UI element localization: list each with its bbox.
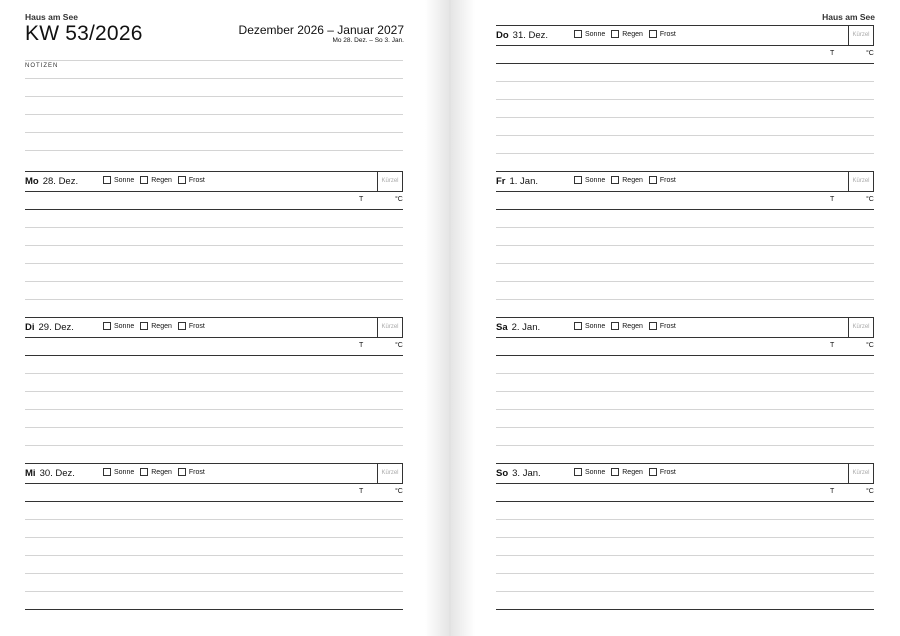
- unit-label: °C: [395, 196, 403, 203]
- day-mid-rule: [496, 191, 874, 192]
- writing-line: [496, 245, 874, 246]
- writing-line: [496, 537, 874, 538]
- day-abbr: Mo: [25, 176, 39, 187]
- day-top-rule: [25, 171, 403, 172]
- checkbox-icon: [649, 322, 657, 330]
- month-range: Dezember 2026 – Januar 2027: [238, 23, 404, 37]
- day-top-rule: [496, 463, 874, 464]
- weather-frost-checkbox[interactable]: Frost: [649, 30, 676, 38]
- temperature-label: T: [359, 196, 364, 203]
- week-number: KW 53/2026: [25, 22, 143, 45]
- day-block: [25, 463, 403, 501]
- writing-line: [25, 373, 403, 374]
- unit-label: °C: [866, 488, 874, 495]
- day-bottom-rule: [25, 355, 403, 356]
- writing-line: [25, 555, 403, 556]
- day-bottom-rule: [25, 501, 403, 502]
- writing-line: [496, 153, 874, 154]
- weather-sonne-checkbox[interactable]: Sonne: [103, 468, 134, 476]
- unit-label: °C: [395, 342, 403, 349]
- temperature-label: T: [830, 488, 835, 495]
- weather-regen-checkbox[interactable]: Regen: [140, 322, 172, 330]
- writing-line: [25, 445, 403, 446]
- day-top-rule: [496, 25, 874, 26]
- checkbox-icon: [649, 30, 657, 38]
- temperature-label: T: [359, 342, 364, 349]
- weather-regen-checkbox[interactable]: Regen: [611, 322, 643, 330]
- checkbox-icon: [611, 468, 619, 476]
- day-date: 2. Jan.: [511, 322, 541, 333]
- day-mid-rule: [496, 483, 874, 484]
- day-label: [496, 176, 538, 187]
- day-top-rule: [25, 317, 403, 318]
- writing-line: [25, 591, 403, 592]
- writing-line: [25, 78, 403, 79]
- left-page: [0, 0, 449, 636]
- writing-line: [496, 591, 874, 592]
- day-abbr: So: [496, 468, 509, 479]
- weather-options: [574, 468, 676, 476]
- weather-sonne-checkbox[interactable]: Sonne: [574, 30, 605, 38]
- day-label: [496, 468, 541, 479]
- writing-line: [496, 409, 874, 410]
- day-bottom-rule: [496, 209, 874, 210]
- writing-line: [25, 409, 403, 410]
- writing-line: [496, 263, 874, 264]
- unit-label: °C: [395, 488, 403, 495]
- initials-field[interactable]: Kürzel: [377, 463, 403, 483]
- initials-field[interactable]: Kürzel: [848, 25, 874, 45]
- temperature-label: T: [830, 342, 835, 349]
- day-label: [25, 176, 78, 187]
- writing-line: [496, 281, 874, 282]
- checkbox-icon: [611, 30, 619, 38]
- temperature-label: T: [830, 50, 835, 57]
- day-bottom-rule: [496, 63, 874, 64]
- writing-line: [25, 519, 403, 520]
- checkbox-icon: [611, 322, 619, 330]
- day-block: [496, 25, 874, 63]
- checkbox-icon: [178, 468, 186, 476]
- day-block: [25, 171, 403, 209]
- writing-line: [496, 609, 874, 610]
- weather-options: [574, 30, 676, 38]
- notes-label: NOTIZEN: [25, 63, 59, 69]
- checkbox-icon: [103, 176, 111, 184]
- day-date: 29. Dez.: [38, 322, 74, 333]
- day-top-rule: [25, 463, 403, 464]
- weather-sonne-checkbox[interactable]: Sonne: [103, 322, 134, 330]
- day-block: [25, 317, 403, 355]
- weather-frost-checkbox[interactable]: Frost: [178, 468, 205, 476]
- unit-label: °C: [866, 196, 874, 203]
- writing-line: [496, 117, 874, 118]
- weather-options: [574, 176, 676, 184]
- weather-frost-checkbox[interactable]: Frost: [649, 468, 676, 476]
- day-mid-rule: [496, 337, 874, 338]
- notes-rule: [25, 60, 403, 61]
- weather-options: [103, 176, 205, 184]
- day-abbr: Do: [496, 30, 509, 41]
- day-date: 3. Jan.: [512, 468, 541, 479]
- brand-label: Haus am See: [25, 12, 78, 22]
- writing-line: [25, 132, 403, 133]
- weather-frost-checkbox[interactable]: Frost: [178, 322, 205, 330]
- unit-label: °C: [866, 342, 874, 349]
- writing-line: [496, 227, 874, 228]
- checkbox-icon: [574, 30, 582, 38]
- writing-line: [25, 245, 403, 246]
- day-abbr: Mi: [25, 468, 36, 479]
- day-abbr: Fr: [496, 176, 506, 187]
- day-mid-rule: [25, 191, 403, 192]
- day-abbr: Di: [25, 322, 35, 333]
- writing-line: [25, 573, 403, 574]
- weather-frost-checkbox[interactable]: Frost: [649, 176, 676, 184]
- day-date: 28. Dez.: [42, 176, 79, 187]
- checkbox-icon: [649, 468, 657, 476]
- temperature-label: T: [830, 196, 835, 203]
- weather-options: [103, 468, 205, 476]
- brand-label: Haus am See: [822, 12, 875, 22]
- checkbox-icon: [574, 468, 582, 476]
- checkbox-icon: [178, 322, 186, 330]
- day-block: [496, 317, 874, 355]
- initials-field[interactable]: Kürzel: [848, 171, 874, 191]
- unit-label: °C: [866, 50, 874, 57]
- writing-line: [496, 555, 874, 556]
- day-label: [496, 30, 548, 41]
- initials-field[interactable]: Kürzel: [848, 317, 874, 337]
- checkbox-icon: [649, 176, 657, 184]
- day-bottom-rule: [496, 355, 874, 356]
- day-top-rule: [496, 171, 874, 172]
- checkbox-icon: [140, 322, 148, 330]
- checkbox-icon: [574, 176, 582, 184]
- writing-line: [25, 227, 403, 228]
- writing-line: [25, 299, 403, 300]
- writing-line: [25, 96, 403, 97]
- day-mid-rule: [25, 337, 403, 338]
- day-block: [496, 463, 874, 501]
- day-bottom-rule: [25, 209, 403, 210]
- day-bottom-rule: [496, 501, 874, 502]
- weather-regen-checkbox[interactable]: Regen: [611, 468, 643, 476]
- writing-line: [496, 99, 874, 100]
- weather-regen-checkbox[interactable]: Regen: [611, 30, 643, 38]
- checkbox-icon: [611, 176, 619, 184]
- day-date: 31. Dez.: [512, 30, 549, 41]
- gutter-shadow: [425, 0, 449, 636]
- day-date: 1. Jan.: [509, 176, 539, 187]
- writing-line: [496, 299, 874, 300]
- weather-sonne-checkbox[interactable]: Sonne: [103, 176, 134, 184]
- weather-options: [574, 322, 676, 330]
- initials-field[interactable]: Kürzel: [377, 171, 403, 191]
- writing-line: [496, 135, 874, 136]
- checkbox-icon: [103, 322, 111, 330]
- initials-field[interactable]: Kürzel: [848, 463, 874, 483]
- date-span: Mo 28. Dez. – So 3. Jan.: [332, 37, 404, 44]
- checkbox-icon: [140, 468, 148, 476]
- checkbox-icon: [140, 176, 148, 184]
- writing-line: [25, 114, 403, 115]
- weather-regen-checkbox[interactable]: Regen: [611, 176, 643, 184]
- day-abbr: Sa: [496, 322, 508, 333]
- writing-line: [25, 609, 403, 610]
- writing-line: [496, 519, 874, 520]
- day-date: 30. Dez.: [39, 468, 75, 479]
- writing-line: [25, 391, 403, 392]
- writing-line: [496, 391, 874, 392]
- weather-frost-checkbox[interactable]: Frost: [178, 176, 205, 184]
- checkbox-icon: [103, 468, 111, 476]
- day-top-rule: [496, 317, 874, 318]
- writing-line: [496, 427, 874, 428]
- weather-regen-checkbox[interactable]: Regen: [140, 468, 172, 476]
- right-page: [451, 0, 900, 636]
- writing-line: [496, 81, 874, 82]
- day-label: [25, 322, 74, 333]
- writing-line: [496, 373, 874, 374]
- weather-regen-checkbox[interactable]: Regen: [140, 176, 172, 184]
- day-label: [25, 468, 75, 479]
- temperature-label: T: [359, 488, 364, 495]
- writing-line: [496, 573, 874, 574]
- writing-line: [25, 150, 403, 151]
- writing-line: [25, 427, 403, 428]
- checkbox-icon: [178, 176, 186, 184]
- weather-sonne-checkbox[interactable]: Sonne: [574, 322, 605, 330]
- day-label: [496, 322, 540, 333]
- writing-line: [25, 281, 403, 282]
- weather-frost-checkbox[interactable]: Frost: [649, 322, 676, 330]
- writing-line: [25, 263, 403, 264]
- writing-line: [496, 445, 874, 446]
- weather-options: [103, 322, 205, 330]
- initials-field[interactable]: Kürzel: [377, 317, 403, 337]
- day-mid-rule: [25, 483, 403, 484]
- writing-line: [25, 537, 403, 538]
- weather-sonne-checkbox[interactable]: Sonne: [574, 176, 605, 184]
- gutter-shadow: [451, 0, 475, 636]
- checkbox-icon: [574, 322, 582, 330]
- day-block: [496, 171, 874, 209]
- weather-sonne-checkbox[interactable]: Sonne: [574, 468, 605, 476]
- day-mid-rule: [496, 45, 874, 46]
